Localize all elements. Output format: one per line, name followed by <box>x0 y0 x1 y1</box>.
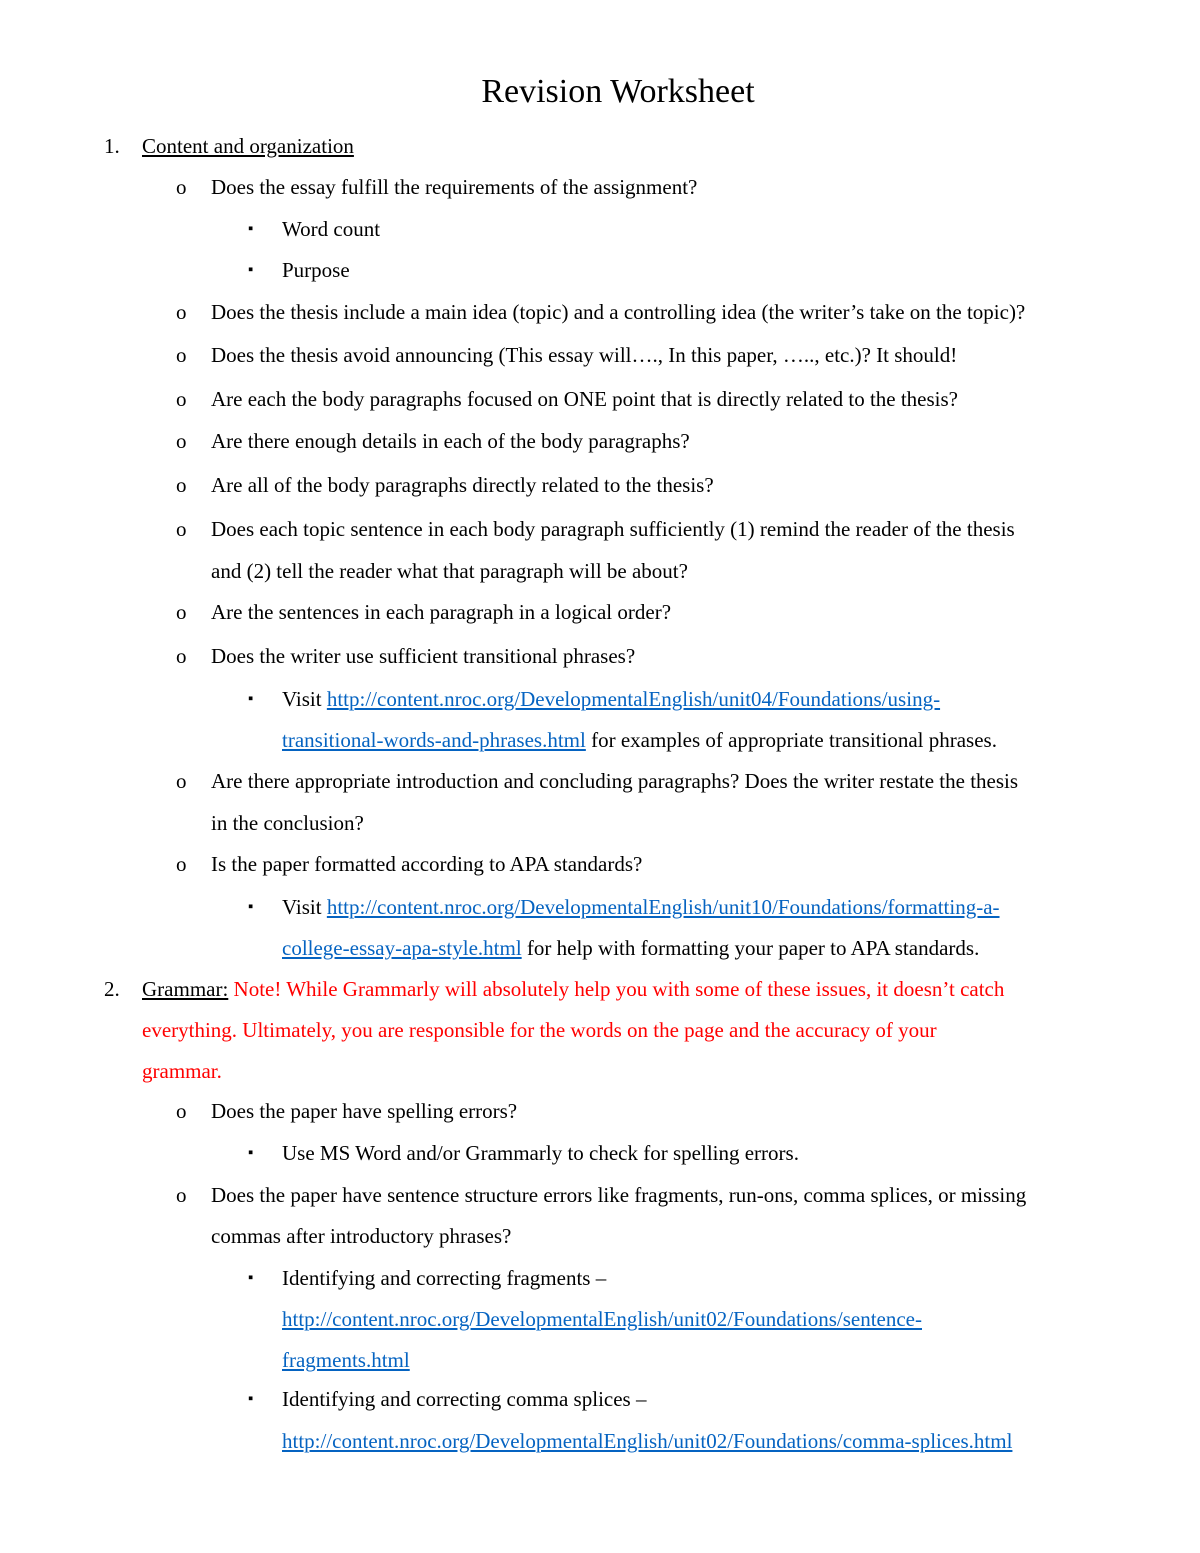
question: Does the thesis include a main idea (topic) and a controlling idea (the writer’s take on the topic)? <box>211 300 1026 324</box>
question: Does the essay fulfill the requirements of the assignment? <box>211 175 698 199</box>
sub-item: Purpose <box>282 258 350 282</box>
circle-bullet-icon: o <box>176 300 187 324</box>
square-bullet-icon: ▪ <box>248 1391 254 1407</box>
square-bullet-icon: ▪ <box>248 221 254 237</box>
question: Does the paper have spelling errors? <box>211 1099 518 1123</box>
circle-bullet-icon: o <box>176 175 187 199</box>
link-description: for help with formatting your paper to APA standards. <box>521 936 980 960</box>
circle-bullet-icon: o <box>176 1183 187 1207</box>
section-2-heading-line <box>142 975 1004 1003</box>
question: Does the paper have sentence structure errors like fragments, run-ons, comma splices, or missing <box>211 1183 1027 1207</box>
sub-item <box>282 893 1000 921</box>
visit-label: Visit <box>282 895 327 919</box>
question: Are the sentences in each paragraph in a logical order? <box>211 600 672 624</box>
sub-item: Identifying and correcting fragments – <box>282 1266 607 1290</box>
question: Does the writer use sufficient transitional phrases? <box>211 644 636 668</box>
circle-bullet-icon: o <box>176 473 187 497</box>
question: Are there appropriate introduction and concluding paragraphs? Does the writer restate the thesis <box>211 769 1019 793</box>
comma-splices-link[interactable]: http://content.nroc.org/DevelopmentalEnglish/unit02/Foundations/comma-splices.html <box>282 1429 1013 1453</box>
question: Are all of the body paragraphs directly related to the thesis? <box>211 473 714 497</box>
sub-item-continued <box>282 726 997 754</box>
grammarly-note: Note! While Grammarly will absolutely help you with some of these issues, it doesn’t catch <box>228 977 1005 1001</box>
section-1-number: 1. <box>104 134 120 158</box>
circle-bullet-icon: o <box>176 387 187 411</box>
question: Does each topic sentence in each body paragraph sufficiently (1) remind the reader of the thesis <box>211 517 1015 541</box>
apa-formatting-link-continued[interactable]: college-essay-apa-style.html <box>282 936 522 960</box>
circle-bullet-icon: o <box>176 852 187 876</box>
section-2-number: 2. <box>104 977 120 1001</box>
square-bullet-icon: ▪ <box>248 1270 254 1286</box>
sub-item-continued <box>282 934 979 962</box>
square-bullet-icon: ▪ <box>248 691 254 707</box>
grammarly-note-continued: grammar. <box>142 1059 222 1083</box>
question-continued: and (2) tell the reader what that paragraph will be about? <box>211 559 688 583</box>
question: Are there enough details in each of the body paragraphs? <box>211 429 690 453</box>
square-bullet-icon: ▪ <box>248 1145 254 1161</box>
circle-bullet-icon: o <box>176 1099 187 1123</box>
circle-bullet-icon: o <box>176 343 187 367</box>
question-continued: in the conclusion? <box>211 811 364 835</box>
circle-bullet-icon: o <box>176 600 187 624</box>
circle-bullet-icon: o <box>176 769 187 793</box>
visit-label: Visit <box>282 687 327 711</box>
question: Does the thesis avoid announcing (This essay will…., In this paper, ….., etc.)? It should! <box>211 343 958 367</box>
question: Are each the body paragraphs focused on ONE point that is directly related to the thesis? <box>211 387 959 411</box>
square-bullet-icon: ▪ <box>248 262 254 278</box>
sub-item: Use MS Word and/or Grammarly to check for spelling errors. <box>282 1141 799 1165</box>
question-continued: commas after introductory phrases? <box>211 1224 512 1248</box>
grammarly-note-continued: everything. Ultimately, you are responsible for the words on the page and the accuracy of your <box>142 1018 937 1042</box>
fragments-link-continued[interactable]: fragments.html <box>282 1348 410 1372</box>
fragments-link[interactable]: http://content.nroc.org/DevelopmentalEnglish/unit02/Foundations/sentence- <box>282 1307 922 1331</box>
square-bullet-icon: ▪ <box>248 899 254 915</box>
transitional-phrases-link-continued[interactable]: transitional-words-and-phrases.html <box>282 728 586 752</box>
circle-bullet-icon: o <box>176 429 187 453</box>
page-title: Revision Worksheet <box>481 73 755 110</box>
sub-item <box>282 685 940 713</box>
link-description: for examples of appropriate transitional phrases. <box>585 728 997 752</box>
sub-item: Word count <box>282 217 381 241</box>
sub-item: Identifying and correcting comma splices – <box>282 1387 647 1411</box>
apa-formatting-link[interactable]: http://content.nroc.org/DevelopmentalEnglish/unit10/Foundations/formatting-a- <box>326 895 1000 919</box>
circle-bullet-icon: o <box>176 644 187 668</box>
section-1-heading: Content and organization <box>142 134 354 158</box>
circle-bullet-icon: o <box>176 517 187 541</box>
transitional-phrases-link[interactable]: http://content.nroc.org/DevelopmentalEnglish/unit04/Foundations/using- <box>326 687 941 711</box>
section-2-heading: Grammar: <box>142 977 229 1001</box>
question: Is the paper formatted according to APA standards? <box>211 852 643 876</box>
